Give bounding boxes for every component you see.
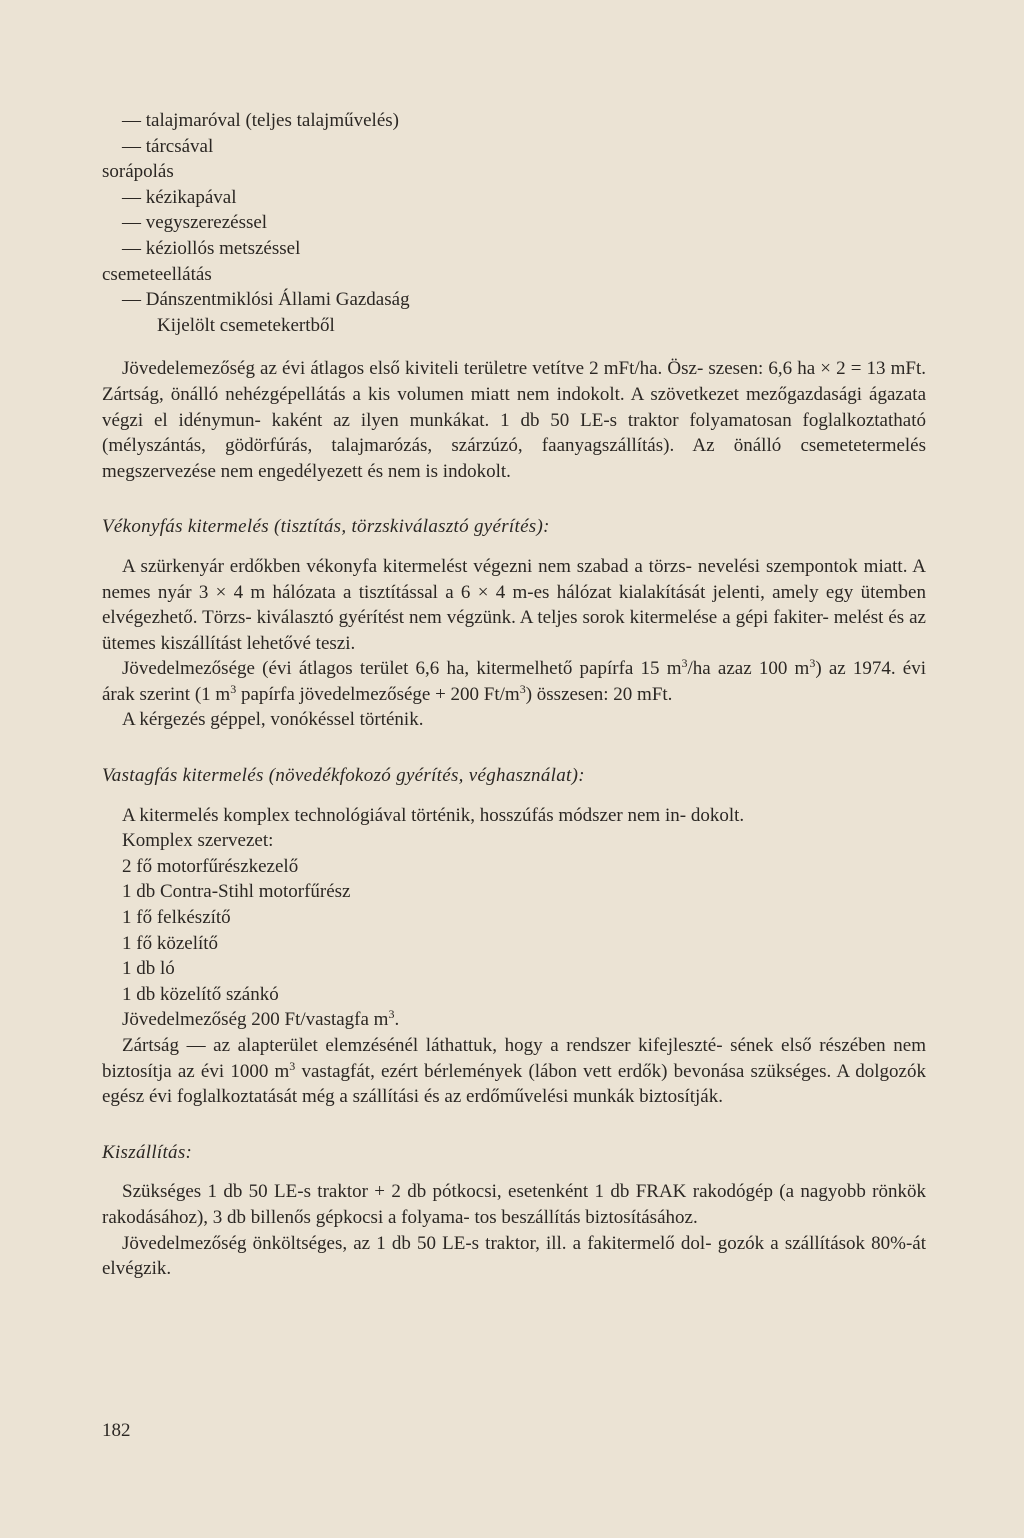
text-line: miatt nem indokolt. A szövetkezet mezőgazdasági ágazata végzi el idénymun- <box>102 383 926 431</box>
paragraph-thin-wood-income <box>102 656 926 707</box>
list-item: — vegyszerezéssel <box>122 212 268 234</box>
text-line: gozók a szállítások 80%-át elvégzik. <box>102 1232 927 1280</box>
text-line: kiválasztó gyérítést nem végzünk. A teljes sorok kitermelése a gépi fakiter- <box>256 607 829 629</box>
superscript: 3 <box>809 656 816 671</box>
text-segment: . <box>394 1009 400 1031</box>
organisation-list <box>102 828 926 1033</box>
superscript: 3 <box>230 681 237 696</box>
paragraph-transport <box>102 1179 926 1230</box>
text-line: Jövedelmezőség önköltséges, az 1 db 50 LE-s traktor, ill. a fakitermelő dol- <box>122 1232 712 1254</box>
text-line: 6 × 4 m-es hálózat kialakítását jelenti, amely egy ütemben elvégezhető. Törzs- <box>102 581 926 629</box>
top-list <box>102 108 926 338</box>
superscript: 3 <box>289 1058 296 1073</box>
text-segment: (lábon vett erdők) bevonása szükséges. A dolgozók egész évi foglalkoztatását <box>102 1060 926 1108</box>
list-item: — kéziollós metszéssel <box>122 237 301 259</box>
list-item: 1 db ló <box>122 958 175 980</box>
text-segment: ) összesen: 20 mFt. <box>525 683 673 705</box>
text-line: Szükséges 1 db 50 LE-s traktor + 2 db pótkocsi, esetenként 1 db FRAK <box>122 1181 687 1203</box>
text-segment: Ft/m <box>483 683 520 705</box>
text-segment: azaz 100 m <box>717 658 810 680</box>
paragraph-income <box>102 356 926 484</box>
text-line: nevelési szempontok miatt. A nemes nyár 3 × 4 m hálózata a tisztítással a <box>102 555 927 603</box>
page-content <box>102 108 926 1282</box>
section-heading-thick-wood: Vastagfás kitermelés (növedékfokozó gyérítés, véghasználat): <box>102 765 585 787</box>
list-item: — tárcsával <box>122 135 214 157</box>
text-segment: sének első részében nem biztosítja az évi 1000 m <box>102 1035 926 1082</box>
list-heading: sorápolás <box>102 161 174 183</box>
paragraph-closure <box>102 1033 926 1110</box>
list-item: Kijelölt csemetekertből <box>157 314 335 336</box>
text-segment: ) az 1974. évi árak szerint (1 m <box>102 658 927 705</box>
text-segment: még a szállítási és az erdőművelési munkák biztosítják. <box>301 1086 723 1108</box>
superscript: 3 <box>388 1007 395 1022</box>
text-segment: vastagfát, ezért bérlemények <box>295 1060 523 1082</box>
paragraph-debarking: A kérgezés géppel, vonókéssel történik. <box>122 709 424 731</box>
text-line: A kitermelés komplex technológiával történik, hosszúfás módszer nem in- <box>122 804 687 826</box>
text-line: tos beszállítás biztosításához. <box>474 1206 698 1228</box>
list-item: — talajmaróval (teljes talajművelés) <box>122 110 399 131</box>
text-segment: Jövedelmezőség 200 Ft/vastagfa m <box>122 1009 389 1031</box>
list-item: 1 db közelítő szánkó <box>122 983 279 1005</box>
text-line: (mélyszántás, gödörfúrás, talajmarózás, szárzúzó, faanyagszállítás). Az önálló <box>102 435 782 457</box>
text-line: csemetetermelés megszervezése nem engedélyezett és nem is indokolt. <box>102 435 927 482</box>
paragraph-thick-wood <box>102 803 926 829</box>
text-line: Jövedelemezőség az évi átlagos első kiviteli területre vetítve 2 mFt/ha. Ösz- <box>122 358 704 380</box>
superscript: 3 <box>519 681 526 696</box>
list-item: — Dánszentmiklósi Állami Gazdaság <box>122 289 410 311</box>
text-line: dokolt. <box>690 804 745 826</box>
section-heading-thin-wood: Vékonyfás kitermelés (tisztítás, törzskiválasztó gyérítés): <box>102 516 550 538</box>
text-line: A szürkenyár erdőkben vékonyfa kitermelést végezni nem szabad a törzs- <box>122 555 692 577</box>
text-segment: Jövedelmezősége (évi átlagos terület 6,6 ha, kitermelhető papírfa 15 m <box>122 658 682 680</box>
text-line: melést és az ütemes kiszállítást lehetővé teszi. <box>102 607 926 654</box>
list-item: 1 db Contra-Stihl motorfűrész <box>122 881 351 903</box>
list-item: 2 fő motorfűrészkezelő <box>122 855 299 877</box>
text-line: rakodógép (a nagyobb rönkök rakodásához), 3 db billenős gépkocsi a folyama- <box>102 1181 926 1228</box>
text-segment: papírfa jövedelmezősége + 200 <box>236 683 480 705</box>
list-item: 1 fő közelítő <box>122 932 219 954</box>
superscript: 3 <box>681 656 688 671</box>
page-number: 182 <box>102 1420 131 1441</box>
list-heading: Komplex szervezet: <box>122 830 274 852</box>
list-item: 1 fő felkészítő <box>122 907 231 929</box>
paragraph-thin-wood <box>102 554 926 656</box>
text-segment: Zártság — az alapterület elemzésénél láthattuk, hogy a rendszer kifejleszté- <box>122 1035 723 1056</box>
list-item <box>122 1007 926 1033</box>
list-item: — kézikapával <box>122 186 237 208</box>
section-heading-transport: Kiszállítás: <box>102 1141 193 1163</box>
text-line: kaként az ilyen munkákat. 1 db 50 LE-s traktor folyamatosan foglalkoztatható <box>271 409 926 431</box>
text-line: szesen: 6,6 ha × 2 = 13 mFt. Zártság, önálló nehézgépellátás a kis volumen <box>102 358 927 405</box>
paragraph-transport-income <box>102 1231 926 1282</box>
text-segment: /ha <box>687 658 711 680</box>
list-heading: csemeteellátás <box>102 263 212 285</box>
